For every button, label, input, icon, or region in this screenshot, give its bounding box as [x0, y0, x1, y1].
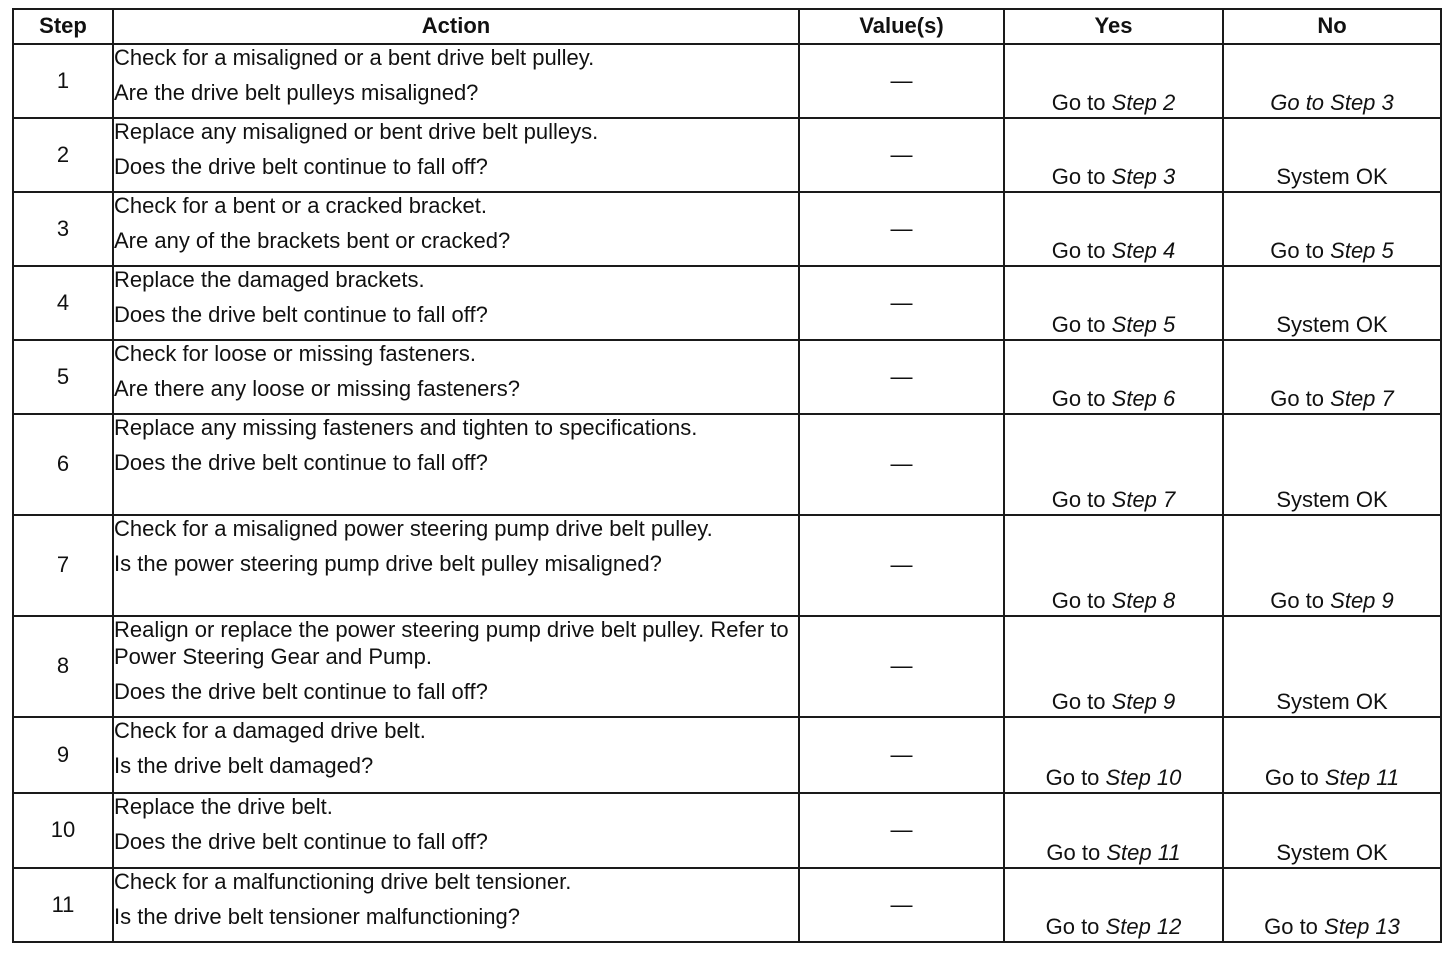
no-result-text: System OK — [1276, 312, 1388, 338]
yes-step-reference: Step 12 — [1105, 914, 1182, 940]
value-cell: — — [799, 340, 1004, 414]
action-cell — [113, 118, 799, 192]
no-result-cell — [1223, 868, 1441, 942]
no-result-text: System OK — [1276, 689, 1388, 715]
no-result-cell — [1223, 414, 1441, 515]
value-cell: — — [799, 414, 1004, 515]
no-result-cell — [1223, 793, 1441, 868]
yes-result-text: Go to — [1051, 689, 1106, 715]
action-instruction: Check for a malfunctioning drive belt tensioner. — [114, 869, 572, 894]
step-number: 10 — [13, 793, 113, 868]
yes-result-text: Go to — [1051, 588, 1106, 614]
no-step-reference: Step 7 — [1330, 386, 1394, 412]
value-cell: — — [799, 266, 1004, 340]
no-result-text: Go to — [1264, 765, 1319, 791]
yes-result-cell — [1004, 717, 1223, 793]
yes-result-cell — [1004, 868, 1223, 942]
action-cell — [113, 793, 799, 868]
yes-result-cell — [1004, 616, 1223, 717]
no-step-reference: Step 5 — [1330, 238, 1394, 264]
table-row — [13, 868, 1441, 942]
yes-step-reference: Step 9 — [1111, 689, 1176, 715]
action-instruction: Check for a damaged drive belt. — [114, 718, 426, 743]
no-step-reference: Go to Step 3 — [1270, 90, 1394, 116]
value-cell: — — [799, 515, 1004, 616]
action-cell — [113, 515, 799, 616]
action-question: Does the drive belt continue to fall off? — [114, 449, 488, 475]
table-row — [13, 266, 1441, 340]
yes-result-text: Go to — [1051, 312, 1106, 338]
header-no: No — [1223, 9, 1441, 44]
yes-result-cell — [1004, 118, 1223, 192]
action-cell — [113, 717, 799, 793]
value-cell: — — [799, 793, 1004, 868]
step-number: 4 — [13, 266, 113, 340]
action-question: Is the drive belt tensioner malfunctioning? — [114, 903, 521, 929]
no-result-text: Go to — [1270, 386, 1325, 412]
yes-result-text: Go to — [1051, 90, 1106, 116]
yes-result-cell — [1004, 266, 1223, 340]
action-instruction: Check for a bent or a cracked bracket. — [114, 193, 487, 218]
yes-result-text: Go to — [1051, 386, 1106, 412]
action-cell — [113, 868, 799, 942]
table-row — [13, 515, 1441, 616]
no-result-text: System OK — [1276, 840, 1388, 866]
step-number: 9 — [13, 717, 113, 793]
step-number: 1 — [13, 44, 113, 118]
action-cell — [113, 44, 799, 118]
step-number: 6 — [13, 414, 113, 515]
action-question: Is the power steering pump drive belt pulley misaligned? — [114, 550, 662, 576]
step-number: 5 — [13, 340, 113, 414]
yes-step-reference: Step 8 — [1111, 588, 1176, 614]
yes-result-text: Go to — [1051, 164, 1106, 190]
table-row — [13, 793, 1441, 868]
yes-result-text: Go to — [1051, 487, 1106, 513]
no-result-text: System OK — [1276, 164, 1388, 190]
no-result-cell — [1223, 192, 1441, 266]
step-number: 7 — [13, 515, 113, 616]
action-instruction: Realign or replace the power steering pump drive belt pulley. Refer to Power Steering Gear and Pump. — [114, 617, 789, 669]
action-question: Are the drive belt pulleys misaligned? — [114, 79, 479, 105]
no-result-cell — [1223, 340, 1441, 414]
yes-result-cell — [1004, 515, 1223, 616]
yes-step-reference: Step 5 — [1111, 312, 1176, 338]
yes-result-text: Go to — [1046, 840, 1101, 866]
yes-step-reference: Step 11 — [1106, 840, 1181, 866]
yes-result-text: Go to — [1045, 765, 1100, 791]
value-cell: — — [799, 192, 1004, 266]
yes-result-cell — [1004, 192, 1223, 266]
action-question: Does the drive belt continue to fall off? — [114, 301, 488, 327]
yes-step-reference: Step 6 — [1111, 386, 1176, 412]
table-row — [13, 414, 1441, 515]
action-instruction: Check for a misaligned or a bent drive belt pulley. — [114, 45, 595, 70]
header-values: Value(s) — [799, 9, 1004, 44]
action-instruction: Check for loose or missing fasteners. — [114, 341, 476, 366]
table-body — [13, 44, 1441, 942]
action-question: Does the drive belt continue to fall off? — [114, 828, 488, 854]
yes-result-text: Go to — [1045, 914, 1100, 940]
value-cell: — — [799, 868, 1004, 942]
value-cell: — — [799, 44, 1004, 118]
action-instruction: Replace the damaged brackets. — [114, 267, 425, 292]
yes-step-reference: Step 4 — [1111, 238, 1176, 264]
table-header — [13, 9, 1441, 44]
action-cell — [113, 266, 799, 340]
no-result-text: Go to — [1264, 914, 1318, 940]
no-step-reference: Step 9 — [1330, 588, 1394, 614]
diagnostic-table — [12, 8, 1442, 943]
no-result-text: Go to — [1270, 588, 1325, 614]
action-cell — [113, 340, 799, 414]
no-result-cell — [1223, 515, 1441, 616]
value-cell: — — [799, 118, 1004, 192]
step-number: 11 — [13, 868, 113, 942]
no-result-text: System OK — [1276, 487, 1388, 513]
action-question: Does the drive belt continue to fall off? — [114, 153, 488, 179]
no-step-reference: Step 11 — [1324, 765, 1400, 791]
action-cell — [113, 616, 799, 717]
action-question: Does the drive belt continue to fall off? — [114, 678, 488, 704]
header-step: Step — [13, 9, 113, 44]
yes-step-reference: Step 3 — [1111, 164, 1176, 190]
table-row — [13, 192, 1441, 266]
table-row — [13, 717, 1441, 793]
step-number: 2 — [13, 118, 113, 192]
header-row — [13, 9, 1441, 44]
action-cell — [113, 192, 799, 266]
table-row — [13, 340, 1441, 414]
yes-step-reference: Step 10 — [1105, 765, 1182, 791]
action-question: Is the drive belt damaged? — [114, 752, 374, 778]
no-result-cell — [1223, 118, 1441, 192]
action-question: Are any of the brackets bent or cracked? — [114, 227, 511, 253]
no-result-cell — [1223, 44, 1441, 118]
no-result-cell — [1223, 717, 1441, 793]
action-cell — [113, 414, 799, 515]
table-row — [13, 44, 1441, 118]
table-row — [13, 118, 1441, 192]
value-cell: — — [799, 717, 1004, 793]
table-row — [13, 616, 1441, 717]
action-instruction: Replace the drive belt. — [114, 794, 333, 819]
yes-step-reference: Step 7 — [1111, 487, 1176, 513]
no-result-cell — [1223, 266, 1441, 340]
yes-result-cell — [1004, 414, 1223, 515]
yes-result-text: Go to — [1051, 238, 1106, 264]
yes-result-cell — [1004, 44, 1223, 118]
header-yes: Yes — [1004, 9, 1223, 44]
header-action: Action — [113, 9, 799, 44]
no-step-reference: Step 13 — [1324, 914, 1400, 940]
yes-step-reference: Step 2 — [1111, 90, 1176, 116]
yes-result-cell — [1004, 340, 1223, 414]
action-instruction: Check for a misaligned power steering pump drive belt pulley. — [114, 516, 713, 541]
yes-result-cell — [1004, 793, 1223, 868]
value-cell: — — [799, 616, 1004, 717]
step-number: 3 — [13, 192, 113, 266]
step-number: 8 — [13, 616, 113, 717]
action-question: Are there any loose or missing fasteners? — [114, 375, 520, 401]
no-result-text: Go to — [1270, 238, 1325, 264]
action-instruction: Replace any misaligned or bent drive belt pulleys. — [114, 119, 599, 144]
action-instruction: Replace any missing fasteners and tighten to specifications. — [114, 415, 698, 440]
no-result-cell — [1223, 616, 1441, 717]
